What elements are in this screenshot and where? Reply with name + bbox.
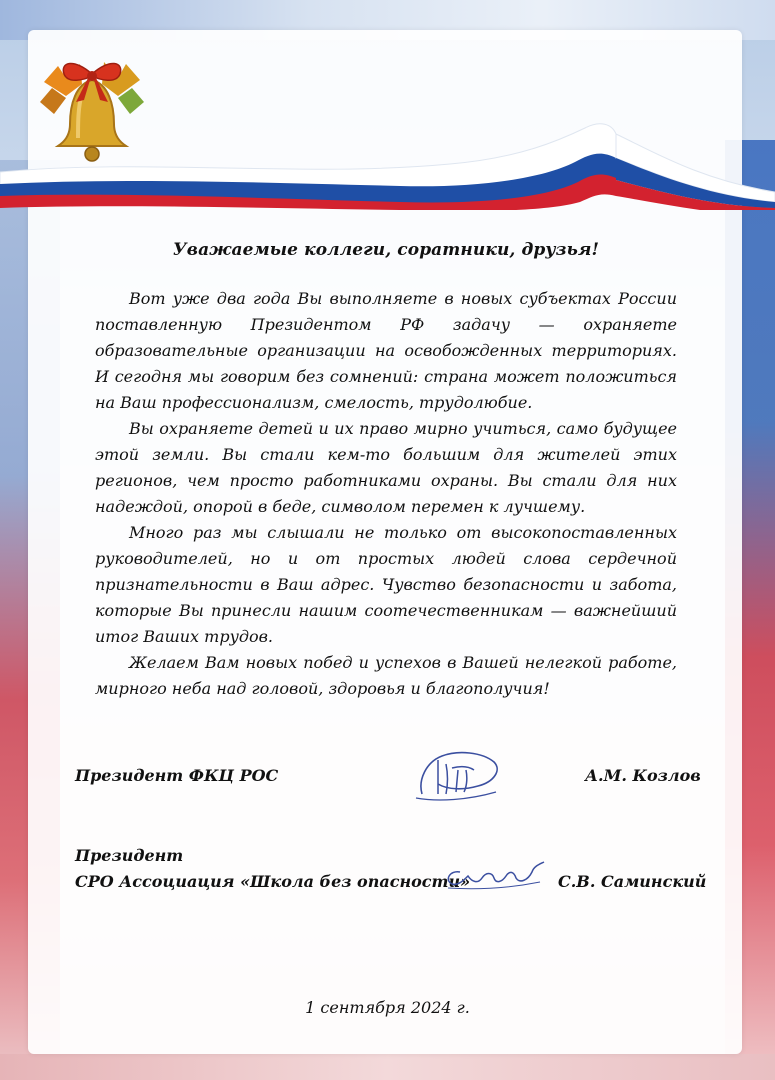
signatory-2-name: С.В. Саминский xyxy=(558,872,707,891)
background-bottom xyxy=(0,1054,775,1080)
signatory-2-organization: СРО Ассоциация «Школа без опасности» xyxy=(75,872,471,891)
letter-paragraph: Много раз мы слышали не только от высокопоставленных руководителей, но и от простых людей слова сердечной признательности в Ваш адрес. Чувство безопасности и забота, которые Вы принесли нашим соотечественникам — важнейший итог Ваших трудов. xyxy=(95,523,677,646)
letter-paragraph: Желаем Вам новых побед и успехов в Вашей нелегкой работе, мирного неба над головой, здоровья и благополучия! xyxy=(95,653,677,698)
signatory-1-name: А.М. Козлов xyxy=(585,766,701,785)
signatory-1-title: Президент ФКЦ РОС xyxy=(75,766,279,785)
letter-salutation: Уважаемые коллеги, соратники, друзья! xyxy=(172,240,600,260)
handwritten-signature-1 xyxy=(408,740,504,806)
letter-body xyxy=(95,240,677,702)
handwritten-signature-2 xyxy=(440,858,550,894)
letter-paragraph: Вот уже два года Вы выполняете в новых субъектах России поставленную Президентом РФ задачу — охраняете образовательные организации на освобожденных территориях. И сегодня мы говорим без сомнений: страна может положиться на Ваш профессионализм, смелость, трудолюбие. xyxy=(95,289,677,412)
letter-paragraph: Вы охраняете детей и их право мирно учиться, само будущее этой земли. Вы стали кем-то большим для жителей этих регионов, чем просто работниками охраны. Вы стали для них надеждой, опорой в беде, символом перемен к лучшему. xyxy=(95,419,677,516)
signatory-2-title: Президент xyxy=(75,846,184,865)
letter-date: 1 сентября 2024 г. xyxy=(305,998,470,1017)
school-bell-icon xyxy=(36,44,148,172)
